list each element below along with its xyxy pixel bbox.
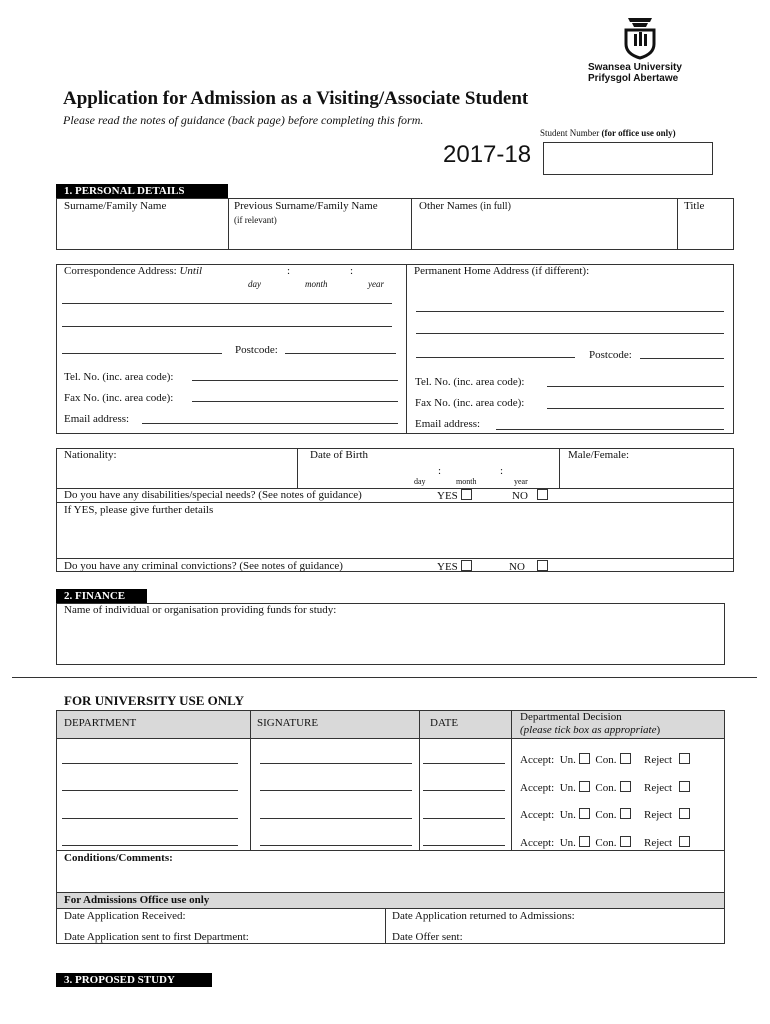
conditions-label: Conditions/Comments: (64, 852, 173, 864)
decision-row-3: Accept: Un. Con. Reject (520, 808, 690, 821)
decision-row-1: Accept: Un. Con. Reject (520, 753, 690, 766)
col-signature: SIGNATURE (257, 717, 319, 729)
academic-year: 2017-18 (443, 141, 532, 168)
section-finance-heading: 2. FINANCE (56, 589, 147, 603)
admissions-heading: For Admissions Office use only (64, 894, 210, 906)
fax-label: Fax No. (inc. area code): (64, 392, 174, 404)
logo-line-2: Prifysgol Abertawe (588, 73, 679, 84)
criminal-no-checkbox[interactable] (537, 560, 548, 571)
sex-label: Male/Female: (568, 449, 630, 461)
other-names-label: Other Names (in full) (419, 200, 511, 212)
criminal-question: Do you have any criminal convictions? (See notes of guidance) (64, 560, 343, 572)
previous-surname-label: Previous Surname/Family Name (234, 200, 378, 212)
date-returned-label: Date Application returned to Admissions: (392, 910, 575, 922)
disability-no[interactable]: NO (512, 489, 548, 502)
page-title: Application for Admission as a Visiting/Associate Student (63, 88, 529, 109)
title-label: Title (684, 200, 705, 212)
date-received-label: Date Application Received: (64, 910, 186, 922)
disability-yes[interactable]: YES (437, 489, 472, 502)
perm-fax-label: Fax No. (inc. area code): (415, 397, 525, 409)
col-date: DATE (430, 717, 459, 729)
previous-surname-note: (if relevant) (234, 215, 277, 225)
postcode-label: Postcode: (235, 344, 278, 356)
nationality-label: Nationality: (64, 449, 117, 461)
finance-label: Name of individual or organisation providing funds for study: (64, 604, 337, 616)
student-number-label: Student Number (for office use only) (540, 128, 676, 138)
criminal-yes-checkbox[interactable] (461, 560, 472, 571)
col-decision: Departmental Decision (520, 711, 622, 723)
criminal-no[interactable]: NO (509, 560, 548, 573)
section-personal-details-heading: 1. PERSONAL DETAILS (56, 184, 228, 198)
university-logo (586, 14, 696, 86)
col-department: DEPARTMENT (64, 717, 137, 729)
date-offer-label: Date Offer sent: (392, 931, 463, 943)
disability-yes-checkbox[interactable] (461, 489, 472, 500)
surname-label: Surname/Family Name (64, 200, 167, 212)
criminal-yes[interactable]: YES (437, 560, 472, 573)
postcode-field[interactable] (285, 353, 396, 354)
divider (12, 677, 757, 678)
if-yes-label: If YES, please give further details (64, 504, 214, 516)
correspondence-address-label: Correspondence Address: Until (64, 265, 203, 277)
col-decision-note: (please tick box as appropriate) (520, 724, 661, 736)
university-use-heading: FOR UNIVERSITY USE ONLY (64, 693, 244, 708)
decision-row-4: Accept: Un. Con. Reject (520, 836, 690, 849)
dob-label: Date of Birth (310, 449, 369, 461)
perm-postcode-label: Postcode: (589, 349, 632, 361)
permanent-address-label: Permanent Home Address (if different): (414, 265, 590, 277)
decision-row-2: Accept: Un. Con. Reject (520, 781, 690, 794)
perm-email-label: Email address: (415, 418, 481, 430)
disability-question: Do you have any disabilities/special needs? (See notes of guidance) (64, 489, 362, 501)
student-number-field[interactable] (543, 142, 713, 175)
crest-icon (620, 14, 660, 60)
tel-label: Tel. No. (inc. area code): (64, 371, 174, 383)
disability-no-checkbox[interactable] (537, 489, 548, 500)
date-sent-label: Date Application sent to first Department: (64, 931, 249, 943)
perm-tel-label: Tel. No. (inc. area code): (415, 376, 525, 388)
logo-line-1: Swansea University (588, 62, 682, 73)
section-proposed-study-heading: 3. PROPOSED STUDY (56, 973, 212, 987)
page-subtitle: Please read the notes of guidance (back page) before completing this form. (63, 113, 424, 127)
email-label: Email address: (64, 413, 130, 425)
